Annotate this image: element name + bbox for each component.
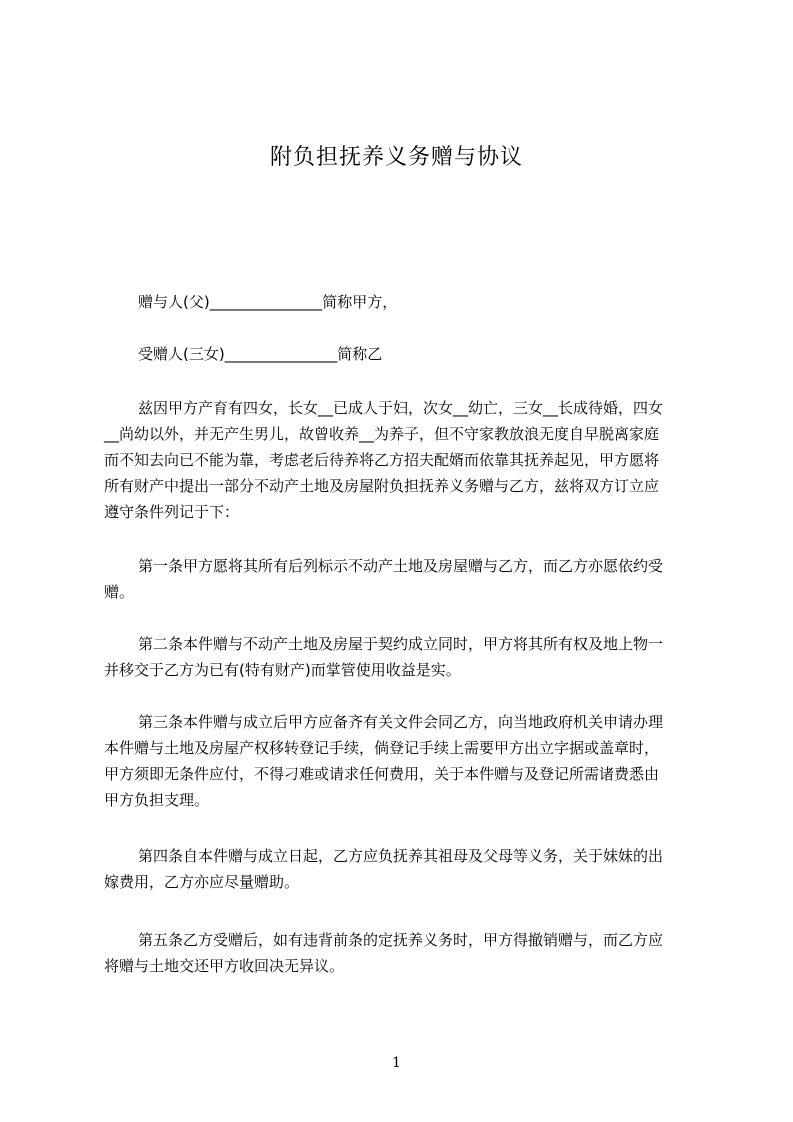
paragraph-line: 第一条甲方愿将其所有后列标示不动产土地及房屋赠与乙方，而乙方亦愿依约受 bbox=[138, 557, 664, 575]
paragraph-line: 第二条本件赠与不动产土地及房屋于契约成立同时，甲方将其所有权及地上物一 bbox=[138, 635, 664, 653]
page-number: 1 bbox=[392, 1055, 401, 1071]
paragraph-article-3 bbox=[104, 709, 704, 813]
paragraph-line: 嫁费用，乙方亦应尽量赠助。 bbox=[104, 873, 300, 891]
paragraph-line: 第五条乙方受赠后，如有违背前条的定抚养义务时，甲方得撤销赠与，而乙方应 bbox=[138, 931, 664, 949]
paragraph-line: 并移交于乙方为已有(特有财产)而掌管使用收益是实。 bbox=[104, 661, 461, 679]
paragraph-line: 所有财产中提出一部分不动产土地及房屋附负担抚养义务赠与乙方，兹将双方订立应 bbox=[104, 477, 660, 495]
paragraph-line: __尚幼以外，并无产生男儿，故曾收养__为养子，但不守家教放浪无度自早脱离家庭 bbox=[104, 425, 660, 443]
paragraph-line: 第三条本件赠与成立后甲方应备齐有关文件会同乙方，向当地政府机关申请办理 bbox=[138, 713, 664, 731]
paragraph-article-2 bbox=[104, 631, 704, 683]
paragraph-line: 遵守条件列记于下： bbox=[104, 503, 240, 521]
document-title: 附负担抚养义务赠与协议 bbox=[269, 145, 523, 170]
paragraph-line: 而不知去向已不能为靠，考虑老后待养将乙方招夫配婿而依靠其抚养起见，甲方愿将 bbox=[104, 451, 660, 469]
paragraph-article-4 bbox=[104, 843, 704, 895]
paragraph-line: 甲方负担支理。 bbox=[104, 791, 210, 809]
paragraph-line: 第四条自本件赠与成立日起，乙方应负抚养其祖母及父母等义务，关于妹妹的出 bbox=[138, 847, 664, 865]
donor-line: 赠与人(父)_______________简称甲方， bbox=[138, 293, 398, 311]
paragraph-line: 兹因甲方产育有四女，长女__已成人于妇，次女__幼亡，三女__长成待婚，四女 bbox=[138, 399, 664, 417]
paragraph-line: 甲方须即无条件应付，不得刁难或请求任何费用，关于本件赠与及登记所需诸费悉由 bbox=[104, 765, 660, 783]
paragraph-article-1 bbox=[104, 553, 704, 605]
paragraph-line: 赠。 bbox=[104, 583, 135, 601]
paragraph-line: 将赠与土地交还甲方收回决无异议。 bbox=[104, 957, 345, 975]
paragraph-preamble bbox=[104, 395, 704, 525]
donee-line: 受赠人(三女)_______________简称乙 bbox=[138, 345, 383, 363]
paragraph-line: 本件赠与土地及房屋产权移转登记手续，倘登记手续上需要甲方出立字据或盖章时， bbox=[104, 739, 660, 757]
paragraph-article-5 bbox=[104, 927, 704, 979]
